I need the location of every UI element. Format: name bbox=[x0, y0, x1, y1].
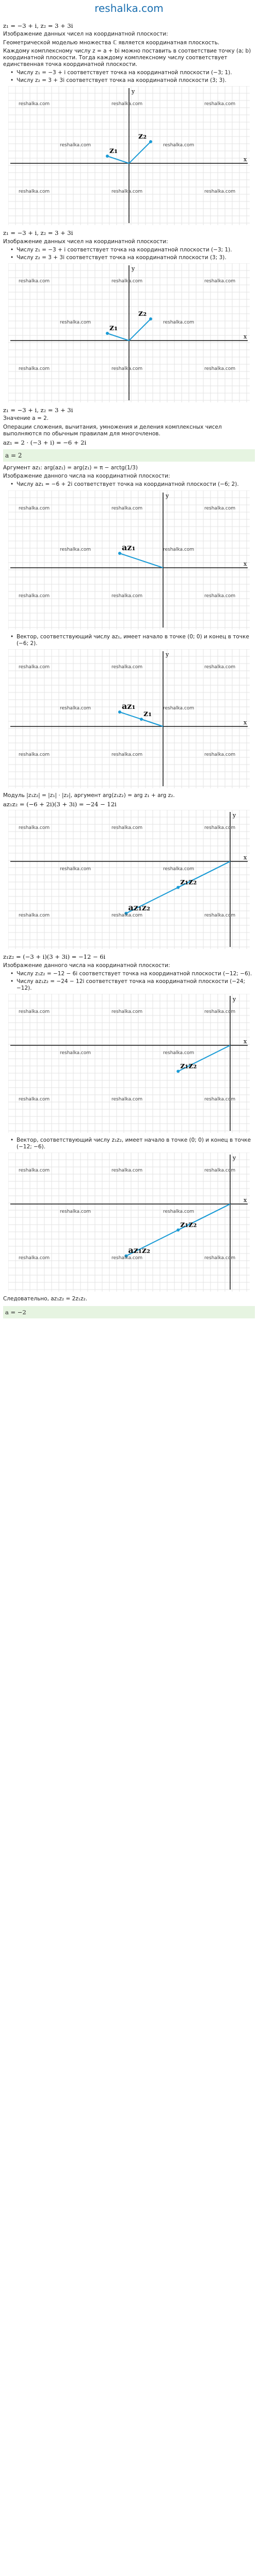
watermark: reshalka.com bbox=[19, 279, 50, 284]
label-az1z2: az₁z₂ bbox=[128, 903, 150, 913]
paragraph: Геометрической моделью множества ℂ является координатная плоскость. bbox=[3, 39, 220, 46]
given-formula: z₁ = −3 + i, z₂ = 3 + 3i bbox=[3, 22, 73, 29]
vector-z2 bbox=[129, 319, 151, 341]
label-az1: az₁ bbox=[122, 542, 136, 552]
watermark: reshalka.com bbox=[204, 189, 236, 195]
watermark: reshalka.com bbox=[204, 913, 236, 919]
watermark: reshalka.com bbox=[19, 189, 50, 195]
bullet-item: • Числу z₁ = −3 + i соответствует точка на координатной плоскости (−3; 1). bbox=[17, 70, 255, 76]
watermark: reshalka.com bbox=[60, 320, 91, 325]
x-axis-label: x bbox=[244, 156, 247, 163]
bullet-item: • Числу z₁ = −3 + i соответствует точка на координатной плоскости (−3; 1). bbox=[17, 247, 255, 253]
point-z1z2 bbox=[176, 886, 180, 889]
intro-text: Изображение данного числа на координатной плоскости: bbox=[3, 473, 170, 480]
watermark: reshalka.com bbox=[204, 1097, 236, 1103]
x-axis-label: x bbox=[244, 1038, 247, 1045]
watermark: reshalka.com bbox=[111, 593, 143, 599]
watermark: reshalka.com bbox=[19, 1097, 50, 1103]
watermark: reshalka.com bbox=[60, 1050, 91, 1056]
watermark: reshalka.com bbox=[111, 1256, 143, 1261]
highlight-a: a = 2 bbox=[3, 449, 255, 462]
bullet-item: • Числу az₁z₂ = −24 − 12i соответствует точка на координатной плоскости (−24; −12). bbox=[17, 978, 255, 992]
watermark: reshalka.com bbox=[60, 1209, 91, 1215]
watermark: reshalka.com bbox=[60, 867, 91, 872]
intro-text: Изображение данных чисел на координатной плоскости: bbox=[3, 31, 168, 38]
bullet-item: • Числу z₂ = 3 + 3i соответствует точка на координатной плоскости (3; 3). bbox=[17, 77, 255, 84]
graph-svg bbox=[8, 263, 250, 402]
watermark: reshalka.com bbox=[19, 752, 50, 757]
watermark: reshalka.com bbox=[19, 1168, 50, 1174]
watermark: reshalka.com bbox=[204, 505, 236, 511]
label-az1z2: az₁z₂ bbox=[128, 1245, 150, 1256]
watermark: reshalka.com bbox=[111, 1168, 143, 1174]
point-z1 bbox=[140, 718, 143, 721]
graph-svg bbox=[8, 649, 250, 788]
content bbox=[0, 22, 258, 1318]
watermark: reshalka.com bbox=[163, 1209, 195, 1215]
watermark: reshalka.com bbox=[204, 1256, 236, 1261]
point-z2 bbox=[149, 140, 152, 143]
label-z1z2: z₁z₂ bbox=[180, 876, 197, 887]
watermark: reshalka.com bbox=[19, 664, 50, 670]
watermark: reshalka.com bbox=[163, 143, 195, 148]
intro-text: Изображение данного числа на координатной плоскости: bbox=[3, 962, 170, 969]
point-az1 bbox=[118, 552, 121, 555]
x-axis-label: x bbox=[244, 1197, 247, 1204]
y-axis-label: y bbox=[132, 265, 135, 272]
point-z2 bbox=[149, 317, 152, 320]
given-formula: z₁ = −3 + i, z₂ = 3 + 3i bbox=[3, 406, 73, 414]
watermark: reshalka.com bbox=[163, 320, 195, 325]
label-z2: z₂ bbox=[138, 131, 147, 141]
watermark: reshalka.com bbox=[111, 279, 143, 284]
argument-text: Аргумент az₁: arg(az₁) = arg(z₁) = π − arctg(1/3) bbox=[3, 465, 138, 471]
watermark: reshalka.com bbox=[163, 867, 195, 872]
label-z1: z₁ bbox=[109, 145, 118, 156]
watermark: reshalka.com bbox=[19, 825, 50, 831]
watermark: reshalka.com bbox=[19, 1009, 50, 1015]
watermark: reshalka.com bbox=[111, 366, 143, 371]
watermark: reshalka.com bbox=[204, 1168, 236, 1174]
watermark: reshalka.com bbox=[19, 505, 50, 511]
y-axis-label: y bbox=[233, 1155, 236, 1162]
answer-box: a = −2 bbox=[3, 1306, 255, 1318]
watermark: reshalka.com bbox=[163, 705, 195, 711]
watermark: reshalka.com bbox=[111, 1009, 143, 1015]
watermark: reshalka.com bbox=[163, 1050, 195, 1056]
x-axis-label: x bbox=[244, 719, 247, 726]
watermark: reshalka.com bbox=[19, 101, 50, 107]
site-link[interactable]: reshalka.com bbox=[94, 2, 164, 14]
x-axis-label: x bbox=[244, 333, 247, 340]
graph-svg bbox=[8, 86, 250, 225]
bullet-item: • Вектор, соответствующий числу az₁, имеет начало в точке (0; 0) и конец в точке (−6; 2). bbox=[17, 634, 255, 647]
watermark: reshalka.com bbox=[111, 101, 143, 107]
point-z1 bbox=[106, 155, 109, 158]
y-axis-label: y bbox=[166, 651, 169, 658]
watermark: reshalka.com bbox=[19, 366, 50, 371]
formula-az1z2: az₁z₂ = (−6 + 2i)(3 + 3i) = −24 − 12i bbox=[3, 800, 117, 808]
bullet-item: • Числу z₁z₂ = −12 − 6i соответствует точка на координатной плоскости (−12; −6). bbox=[17, 971, 255, 977]
watermark: reshalka.com bbox=[204, 101, 236, 107]
watermark: reshalka.com bbox=[111, 752, 143, 757]
watermark: reshalka.com bbox=[111, 913, 143, 919]
watermark: reshalka.com bbox=[111, 1097, 143, 1103]
watermark: reshalka.com bbox=[204, 825, 236, 831]
bullet-item: • Вектор, соответствующий числу z₁z₂, имеет начало в точке (0; 0) и конец в точке (−12; −6). bbox=[17, 1137, 255, 1150]
formula-az1: az₁ = 2 · (−3 + i) = −6 + 2i bbox=[3, 438, 87, 446]
bullet-item: • Числу z₂ = 3 + 3i соответствует точка на координатной плоскости (3; 3). bbox=[17, 255, 255, 261]
graph-svg bbox=[8, 490, 250, 630]
watermark: reshalka.com bbox=[204, 664, 236, 670]
watermark: reshalka.com bbox=[111, 189, 143, 195]
watermark: reshalka.com bbox=[204, 279, 236, 284]
vector-z1 bbox=[107, 333, 129, 341]
coordinate-graph bbox=[8, 86, 250, 225]
paragraph: Модуль |z₁z₂| = |z₁| · |z₂|, аргумент arg(z₁z₂) = arg z₁ + arg z₂. bbox=[3, 792, 175, 799]
watermark: reshalka.com bbox=[163, 547, 195, 552]
coordinate-graph bbox=[8, 490, 250, 630]
label-z2: z₂ bbox=[138, 308, 147, 318]
watermark: reshalka.com bbox=[19, 593, 50, 599]
graph-svg bbox=[8, 810, 250, 949]
point-az1 bbox=[118, 710, 121, 714]
watermark: reshalka.com bbox=[111, 825, 143, 831]
x-axis-label: x bbox=[244, 854, 247, 861]
graph-svg bbox=[8, 1153, 250, 1292]
y-axis-label: y bbox=[166, 492, 169, 499]
value-a: Значение a = 2. bbox=[3, 415, 49, 422]
paragraph: Следовательно, az₁z₂ = 2z₁z₂. bbox=[3, 1296, 88, 1302]
vector-z1 bbox=[107, 156, 129, 163]
watermark: reshalka.com bbox=[204, 366, 236, 371]
point-z1 bbox=[106, 332, 109, 335]
point-z1z2 bbox=[176, 1229, 180, 1232]
watermark: reshalka.com bbox=[60, 705, 91, 711]
watermark: reshalka.com bbox=[60, 143, 91, 148]
watermark: reshalka.com bbox=[204, 752, 236, 757]
label-z1: z₁ bbox=[109, 323, 118, 332]
y-axis-label: y bbox=[132, 88, 135, 95]
watermark: reshalka.com bbox=[60, 547, 91, 552]
intro-text: Изображение данных чисел на координатной плоскости: bbox=[3, 238, 168, 245]
y-axis-label: y bbox=[233, 996, 236, 1003]
coordinate-graph bbox=[8, 1153, 250, 1292]
label-z1z2: z₁z₂ bbox=[180, 1219, 197, 1229]
paragraph: Операции сложения, вычитания, умножения и деления комплексных чисел выполняются по обычным правилам для многочленов. bbox=[3, 423, 222, 437]
watermark: reshalka.com bbox=[19, 1256, 50, 1261]
coordinate-graph bbox=[8, 649, 250, 788]
label-z1z2: z₁z₂ bbox=[180, 1060, 197, 1071]
watermark: reshalka.com bbox=[111, 664, 143, 670]
formula-z1z2: z₁z₂ = (−3 + i)(3 + 3i) = −12 − 6i bbox=[3, 953, 106, 961]
coordinate-graph bbox=[8, 263, 250, 402]
watermark: reshalka.com bbox=[19, 913, 50, 919]
label-z1: z₁ bbox=[143, 708, 152, 718]
graph-svg bbox=[8, 994, 250, 1133]
vector-z2 bbox=[129, 142, 151, 163]
watermark: reshalka.com bbox=[111, 505, 143, 511]
bullet-item: • Числу az₁ = −6 + 2i соответствует точка на координатной плоскости (−6; 2). bbox=[17, 481, 255, 488]
given-formula: z₁ = −3 + i, z₂ = 3 + 3i bbox=[3, 229, 73, 237]
coordinate-graph bbox=[8, 994, 250, 1133]
watermark: reshalka.com bbox=[204, 1009, 236, 1015]
x-axis-label: x bbox=[244, 560, 247, 567]
point-z1z2 bbox=[176, 1070, 180, 1073]
coordinate-graph bbox=[8, 810, 250, 949]
label-az1: az₁ bbox=[122, 701, 136, 711]
paragraph: Каждому комплексному числу z = a + bi можно поставить в соответствие точку (a; b) координатной плоскости. Тогда каждому комплексному числу соответствует единственная точка координатной плоскости. bbox=[3, 47, 251, 67]
site-header bbox=[0, 0, 258, 21]
watermark: reshalka.com bbox=[204, 593, 236, 599]
y-axis-label: y bbox=[233, 812, 236, 819]
